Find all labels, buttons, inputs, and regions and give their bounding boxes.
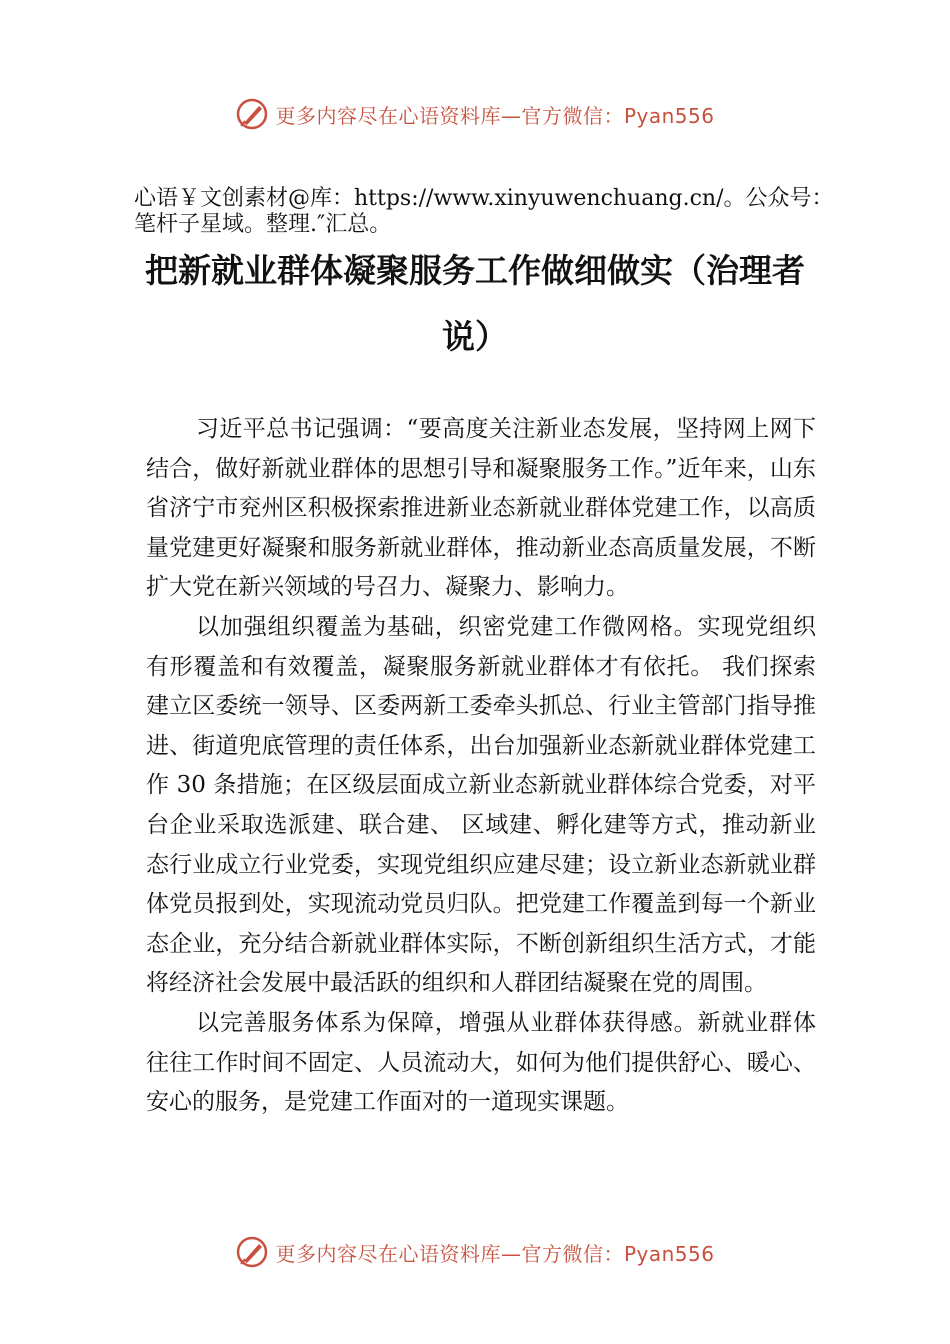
header-watermark-banner bbox=[0, 94, 950, 134]
quill-pen-logo-icon bbox=[235, 1235, 269, 1269]
footer-watermark-banner bbox=[0, 1232, 950, 1272]
paragraph: 以完善服务体系为保障，增强从业群体获得感。新就业群体往往工作时间不固定、人员流动大，如何为他们提供舒心、暖心、安心的服务，是党建工作面对的一道现实课题。 bbox=[146, 1009, 816, 1116]
watermark-text: 更多内容尽在心语资料库—官方微信：Pyan556 bbox=[275, 1241, 715, 1266]
quill-pen-logo-icon bbox=[235, 97, 269, 131]
article-title: 把新就业群体凝聚服务工作做细做实（治理者说） bbox=[145, 251, 805, 356]
paragraph: 以加强组织覆盖为基础，织密党建工作微网格。实现党组织有形覆盖和有效覆盖，凝聚服务新就业群体才有依托。 我们探索建立区委统一领导、区委两新工委牵头抓总、行业主管部门指导推进、街道兜底管理的责任体系，出台加强新业态新就业群体党建工作 30 条措施；在区级层面成立新业态新就业群体综合党委，对平台企业采取选派建、联合建、 区域建、孵化建等方式，推动新业态行业成立行业党委，实现党组织应建尽建；设立新业态新就业群体党员报到处，实现流动党员归队。把党建工作覆盖到每一个新业态企业，充分结合新就业群体实际，不断创新组织生活方式，才能将经济社会发展中最活跃的组织和人群团结凝聚在党的周围。 bbox=[146, 613, 816, 997]
article-body bbox=[146, 410, 816, 1123]
source-note: 心语￥文创素材@库：https://www.xinyuwenchuang.cn/。公众号：笔杆子星域。整理.″汇总。 bbox=[134, 186, 834, 237]
paragraph: 习近平总书记强调：“要高度关注新业态发展，坚持网上网下结合，做好新就业群体的思想引导和凝聚服务工作。”近年来，山东省济宁市兖州区积极探索推进新业态新就业群体党建工作，以高质量党建更好凝聚和服务新就业群体，推动新业态高质量发展，不断扩大党在新兴领域的号召力、凝聚力、影响力。 bbox=[146, 416, 816, 601]
watermark-text: 更多内容尽在心语资料库—官方微信：Pyan556 bbox=[275, 103, 715, 128]
